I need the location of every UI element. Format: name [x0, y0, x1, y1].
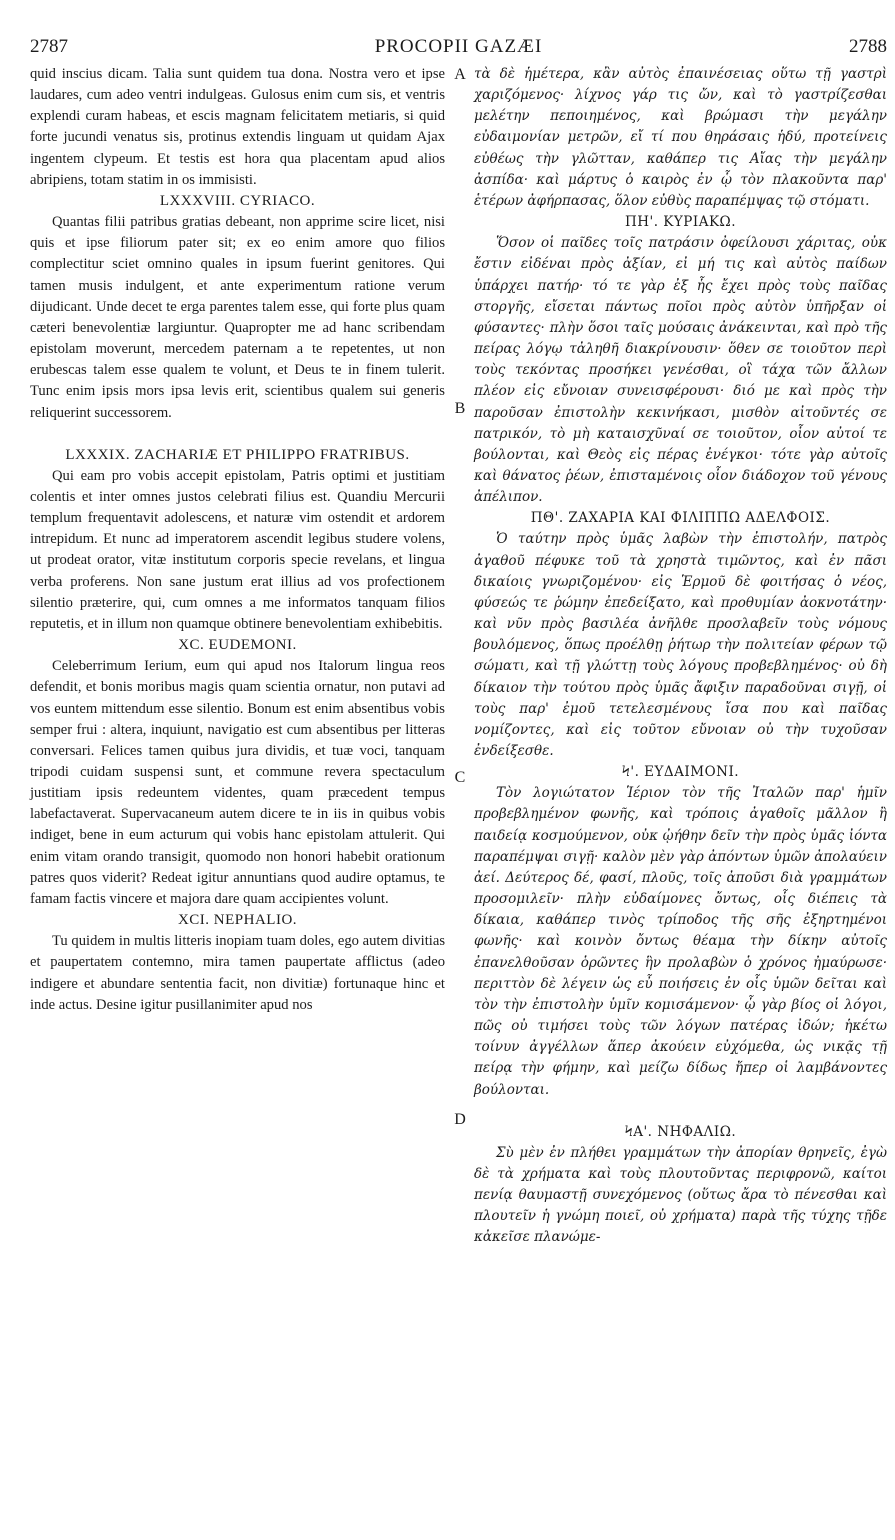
greek-letter-text: Ὁ ταύτην πρὸς ὑμᾶς λαβὼν τὴν ἐπιστολήν, πατρὸς ἀγαθοῦ πέφυκε τοῦ τὰ χρηστὰ τιμῶντος, καὶ ἐν πᾶσι δικαίοις γνωριζομένου· εἰς Ἑρμοῦ δὲ φοιτήσας ὁ νέος, φύσεώς τε ῥώμην ἐπεδείξατο, καὶ προθυμίαν ἀοκνοτάτην· καὶ νῦν πρὸς βασιλέα ἀνῆλθε προσλαβεῖν τοὺς νόμους βουλόμενος, ὅπως προέλθῃ ῥήτωρ τὴν πολιτείαν φέρων τῷ σώματι, καὶ τῇ γλώττῃ τοὺς λόγους προβεβλημένος· οὐ δὴ δίκαιον τὴν τούτου πρὸς ὑμᾶς ἄφιξιν παραδοῦναι σιγῇ, οἱ τοὺς παρ' ἐμοῦ τετελεσμένους ἴσα που καὶ παῖδας νομίζοντες, καὶ εἰς τοῦτον εὔνοιαν οὐ τὴν τυχοῦσαν ἐνδείξεσθε.: [474, 531, 887, 759]
margin-letter-b: B: [454, 400, 466, 417]
latin-column: [30, 64, 445, 1016]
latin-letter-heading: XC. EUDEMONI.: [178, 637, 297, 654]
latin-letter-text: Qui eam pro vobis accepit epistolam, Patris optimi et justitiam colentis et inter omnes justos celebrati filius est. Quandiu Mercurii templum frequentavit adolescens, et naturæ vim ostendit et ardorem intrepidum. Et nunc ad imperatorem ascendit legibus studere volens, ut prodeat orator, vitæ institutum corporis specie revelans, et lingua verba proferens. Non sane justum erat illius ad vos profectionem silentio præterire, qui, cum omnes a me informatos tanquam filios reputetis, et in illum non quamque obtinere benevolentiam exhibebitis.: [30, 467, 445, 632]
margin-letter-a: A: [454, 66, 466, 83]
greek-letter-text: Τὸν λογιώτατον Ἱέριον τὸν τῆς Ἰταλῶν παρ' ἡμῖν προβεβλημένον φωνῆς, καὶ τρόποις ἀγαθοῖς μᾶλλον ἢ παιδείᾳ κοσμούμενον, οὐκ ᾠήθην δεῖν τὴν πρὸς ὑμᾶς ἰόντα παραπέμψαι σιγῇ· καλὸν μὲν γὰρ ἀπόντων ὑμῶν ἀπολαύειν ἀεί. Δεύτερος δέ, φασί, πλοῦς, τοῖς ἀποῦσι διὰ γραμμάτων προσομιλεῖν· πλὴν εὐδαίμονες ὄντως, οἷς διέπεις τὰ δίκαια, καθάπερ τινὸς τρίποδος τῆς σῆς ἐξηρτημένοι φωνῆς· καὶ κοινὸν ὄντως θέαμα τὴν δίκην αὐτοῖς ἐπανελθοῦσαν ὁρῶντες ἣν προλαβὼν ὁ χρόνος ἠμαύρωσε· περιττὸν δὲ λέγειν ὡς εὖ ποιήσεις ἐν οἷς ὑμῶν δεῖται καὶ τὸν τὴν ἐπιστολὴν ὑμῖν κομισάμενον· ᾧ γὰρ βίος οἱ λόγοι, πῶς οὐ τιμήσει τοὺς τῶν λόγων πατέρας ἰδών; ἡκέτω τοίνυν ἀγγέλλων ἅπερ ἀκούειν εὐχόμεθα, ὡς νικᾷς τῇ πείρᾳ τὴν φήμην, καὶ μείζω δίδως ἤπερ οἱ λαμβάνοντες βούλονται.: [474, 785, 887, 1098]
greek-column: [474, 64, 887, 1249]
latin-letter-heading: LXXXIX. ZACHARIÆ ET PHILIPPO FRATRIBUS.: [65, 446, 410, 463]
greek-opening-text: τὰ δὲ ἡμέτερα, κἂν αὐτὸς ἐπαινέσειας οὕτω τῇ γαστρὶ χαριζόμενος· λίχνος γάρ τις ὤν, καὶ τὸ γαστρίζεσθαι μελέτην πεποιημένος, καὶ βρώμασι τὴν μεγάλην εὐδαιμονίαν μετρῶν, εἴ τί που θηράσαις ἡδύ, προτείνεις εὐθέως τὴν γλῶτταν, καθάπερ τις Αἴας τὴν μεγάλην ἀσπίδα· καὶ μάρτυς ὁ καιρὸς ἐν ᾧ τὸν πλακοῦντα παρ' ἑτέρων ἀφήρπασας, ὅλον εὐθὺς παραπέμψας τῷ στόματι.: [474, 66, 887, 209]
greek-letter-heading: Ϟ'. ΕΥΔΑΙΜΟΝΙ.: [621, 764, 740, 781]
greek-letter-heading: ΠΗ'. ΚΥΡΙΑΚΩ.: [624, 214, 737, 231]
running-header: [30, 36, 887, 62]
latin-letter-heading: LXXXVIII. CYRIACO.: [159, 192, 316, 209]
margin-letter-d: D: [454, 1111, 466, 1128]
margin-letter-c: C: [454, 769, 466, 786]
latin-letter-text: Quantas filii patribus gratias debeant, non apprime scire licet, nisi quis et ipse filiorum pater sit; ex eo enim amore quo filios complectitur sciet omnino quales in ipsum fuerint genitores. Qui tamen musis indulgent, et ante experimentum ratione verum dijudicant. Unde decet te erga parentes talem esse, qui forte plus quam cæteri benevolentiæ largiuntur. Quapropter me ad hanc scribendam epistolam moverunt, mercedem paternam a te repetentes, ut non erubescas talem esse qualem te volunt, et Deus te in finem tulerit. Tunc enim ipsis mors ipsa levis erit, scientibus qualem sui generis reliquerint successorem.: [30, 214, 445, 421]
page-number-left: 2787: [30, 36, 68, 57]
page-number-right: 2788: [849, 36, 887, 57]
section-gap: [474, 1101, 887, 1122]
running-title: PROCOPII GAZÆI: [374, 36, 543, 57]
section-gap: [30, 424, 445, 445]
greek-letter-heading: ϞΑ'. ΝΗΦΑΛΙΩ.: [624, 1123, 737, 1140]
latin-opening-text: quid inscius dicam. Talia sunt quidem tua dona. Nostra vero et ipse laudares, cum adeo ventri indulgeas. Gulosus enim cum sis, et ventris explendi curam habeas, et escis magnam felicitatem metiaris, si quid forte jucundi venatus sis, protinus extendis linguam ut quidam Ajax ingentem clypeum. Et testis est hora qua placentam apud alios abripiens, totam statim in os immisisti.: [30, 66, 445, 188]
greek-letter-heading: ΠΘ'. ΖΑΧΑΡΙΑ ΚΑΙ ΦΙΛΙΠΠΩ ΑΔΕΛΦΟΙΣ.: [530, 510, 831, 527]
latin-letter-text: Celeberrimum Ierium, eum qui apud nos Italorum lingua reos defendit, et bonis moribus magis quam scientia ornatur, non putavi ad vos euntem mittendum esse silentio. Bonum est enim absentibus vobis semper frui : altera, inquiunt, navigatio est cum absentibus per litteras conversari. Felices tamen quibus jura dividis, et tuæ voci, tanquam tripodi cuidam suspensi sunt, et commune revera spectaculum justitiam ipsis redeuntem videntes, quam præcedent tempus labefactaverat. Supervacaneum autem dicere te in iis in quibus vobis indiget, bene in eum acturum qui vobis hanc epistolam attulerit. Qui enim vitam orando transigit, quomodo non honori habebit orationum patres quos viderit? Redeat igitur annuntians quod audire optamus, te famam factis vincere et majora dare quam accipientes volunt.: [30, 658, 445, 907]
latin-letter-heading: XCI. NEPHALIO.: [177, 912, 298, 929]
greek-letter-text: Ὅσον οἱ παῖδες τοῖς πατράσιν ὀφείλουσι χάριτας, οὐκ ἔστιν εἰδέναι πρὸς ἀξίαν, εἰ μή τις καὶ αὐτὸς παίδων ὑπάρχει πατήρ· τό τε γὰρ ἐξ ἧς ἔχει πρὸς τοὺς παῖδας στοργῆς, εἴσεται πάντως ποῖοι πρὸς αὐτὸν ὑπῆρξαν οἱ φύσαντες· πλὴν ὅσοι ταῖς μούσαις ἀνάκεινται, καὶ πρὸ τῆς πείρας λόγῳ τἀληθῆ διακρίνουσιν· ὅθεν σε τοιοῦτον περὶ τοὺς τεκόντας προσήκει γενέσθαι, οἳ τάχα τῶν ἄλλων πλέον εἰς εὔνοιαν συνεισφέρουσι· διό με καὶ πρὸς τὴν παροῦσαν ἐπιστολὴν κεκινήκασι, μισθὸν αἰτοῦντές σε πατρικόν, τὸ μὴ καταισχῦναί σε τοιοῦτον, οἷον αὐτοί τε βούλονται, καὶ Θεὸς εἰς πέρας ἐνέγκοι· τότε γὰρ αὐτοῖς καὶ θάνατος ῥέων, ἐπισταμένοις οἷον διάδοχον τοῦ γένους ἀπέλιπον.: [474, 235, 887, 506]
greek-letter-text: Σὺ μὲν ἐν πλήθει γραμμάτων τὴν ἀπορίαν θρηνεῖς, ἐγὼ δὲ τὰ χρήματα καὶ τοὺς πλουτοῦντας περιφρονῶ, καίτοι πενίᾳ θαυμαστῇ συνεχόμενος (οὕτως ἄρα τὸ πένεσθαι καὶ πλουτεῖν ἡ γνώμη ποιεῖ, οὐ χρήματα) παρὰ τῆς τύχης τῇδε κἀκεῖσε πλανώμε-: [474, 1144, 887, 1246]
latin-letter-text: Tu quidem in multis litteris inopiam tuam doles, ego autem divitias et paupertatem contemno, mira tamen paupertate afflictus (adeo indigere et abundare sententia facit, non divitiæ) fortunaque hinc et inde actus. Desine igitur pusillanimiter apud nos: [30, 933, 445, 1013]
